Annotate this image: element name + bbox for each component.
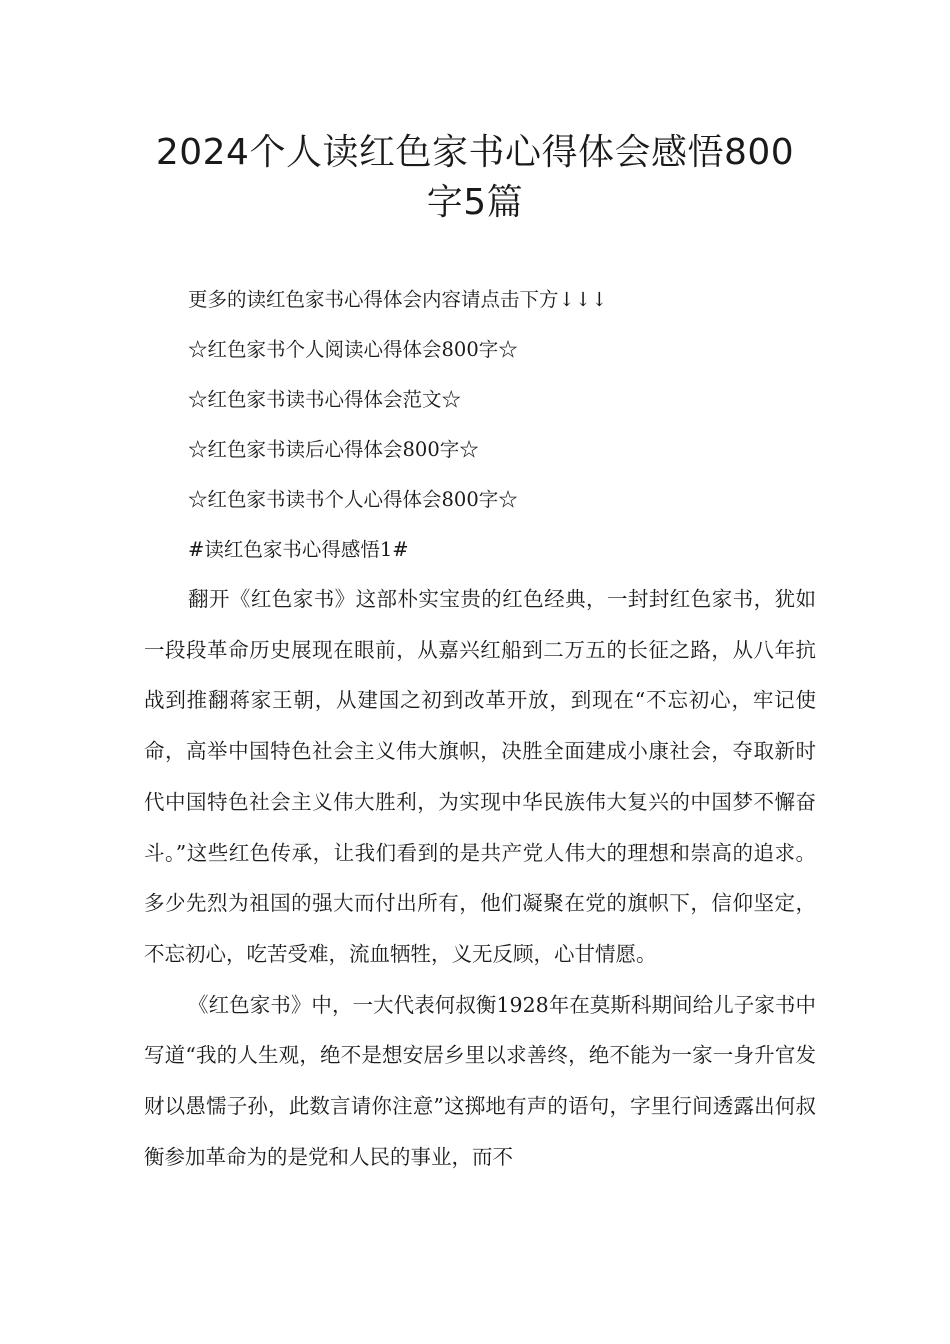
related-links [144, 282, 824, 582]
links-intro: 更多的读红色家书心得体会内容请点击下方↓↓↓ [188, 288, 608, 311]
title-line-2: 字5篇 [426, 182, 524, 223]
related-link[interactable]: ☆红色家书个人阅读心得体会800字☆ [188, 338, 518, 361]
related-link[interactable]: ☆红色家书读书心得体会范文☆ [188, 388, 462, 411]
title-line-1: 2024个人读红色家书心得体会感悟800 [155, 132, 795, 173]
article-body [144, 574, 816, 1182]
paragraph: 翻开《红色家书》这部朴实宝贵的红色经典，一封封红色家书，犹如一段段革命历史展现在眼前，从嘉兴红船到二万五的长征之路，从八年抗战到推翻蒋家王朝，从建国之初到改革开放，到现在“不忘初心，牢记使命，高举中国特色社会主义伟大旗帜，决胜全面建成小康社会，夺取新时代中国特色社会主义伟大胜利，为实现中华民族伟大复兴的中国梦不懈奋斗。”这些红色传承，让我们看到的是共产党人伟大的理想和崇高的追求。多少先烈为祖国的强大而付出所有，他们凝聚在党的旗帜下，信仰坚定，不忘初心，吃苦受难，流血牺牲，义无反顾，心甘情愿。 [144, 587, 816, 966]
paragraph: 《红色家书》中，一大代表何叔衡1928年在莫斯科期间给儿子家书中写道“我的人生观，绝不是想安居乡里以求善终，绝不能为一家一身升官发财以愚懦子孙，此数言请你注意”这掷地有声的语句，字里行间透露出何叔衡参加革命为的是党和人民的事业，而不 [144, 992, 816, 1169]
document-title [120, 128, 830, 228]
section-heading: #读红色家书心得感悟1# [188, 538, 409, 561]
related-link[interactable]: ☆红色家书读后心得体会800字☆ [188, 438, 479, 461]
related-link[interactable]: ☆红色家书读书个人心得体会800字☆ [188, 488, 518, 511]
